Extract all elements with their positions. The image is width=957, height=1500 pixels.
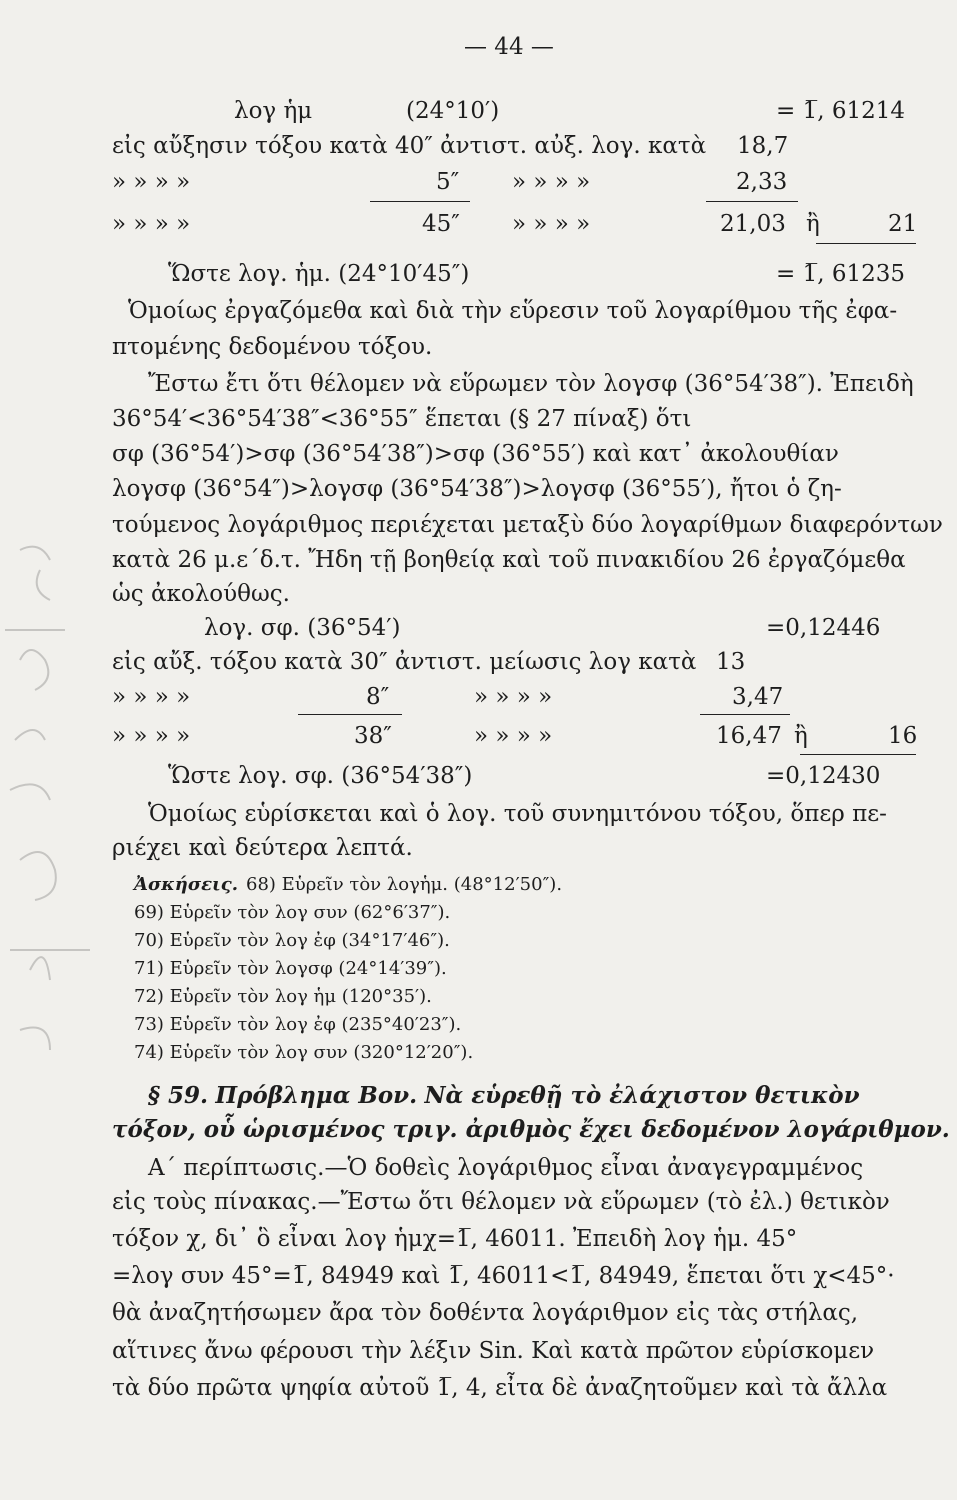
sum-rule (298, 714, 402, 715)
exercises-label: Ἀσκήσεις. (134, 874, 238, 895)
ditto-seconds: 8″ (366, 684, 390, 710)
section-title: τόξον, οὗ ὡρισμένος τριγ. ἀριθμὸς ἔχει δεδομένον λογάριθμον. (112, 1116, 950, 1143)
para-line: τὰ δύο πρῶτα ψηφία αὐτοῦ 1̅, 4, εἶτα δὲ ἀναζητοῦμεν καὶ τὰ ἄλλα (112, 1375, 888, 1401)
exercise-item: 69) Εὑρεῖν τὸν λογ συν (62°6′37″). (134, 902, 451, 923)
para-line: Ὁμοίως εὑρίσκεται καὶ ὁ λογ. τοῦ συνημιτόνου τόξου, ὅπερ πε- (148, 801, 887, 827)
result-rule (816, 243, 916, 244)
result-sf-label: Ὥστε λογ. σφ. (36°54′38″) (168, 763, 473, 789)
rounded-value: 21 (888, 211, 918, 237)
para-line: 36°54′<36°54′38″<36°55″ ἕπεται (§ 27 πίναξ) ὅτι (112, 406, 692, 432)
ditto-quotes: » » » » (512, 169, 591, 195)
result-hm-value: = 1̅, 61235 (776, 261, 906, 287)
section-heading (148, 1082, 860, 1110)
ditto-quotes: » » » » (112, 723, 191, 749)
para-line: εἰς τοὺς πίνακας.—Ἔστω ὅτι θέλομεν νὰ εὕρωμεν (τὸ ἐλ.) θετικὸν (112, 1189, 890, 1215)
ditto-value: 21,03 (720, 211, 786, 237)
para-line: κατὰ 26 μ.ε΄δ.τ. Ἤδη τῇ βοηθείᾳ καὶ τοῦ πινακιδίου 26 ἐργαζόμεθα (112, 547, 906, 573)
ditto-value: 16,47 (716, 723, 782, 749)
ditto-quotes: » » » » (112, 684, 191, 710)
log-hm-arg: (24°10′) (406, 98, 500, 124)
para-line: Α΄ περίπτωσις.—Ὁ δοθεὶς λογάριθμος εἶναι ἀναγεγραμμένος (148, 1155, 864, 1181)
ditto-quotes: » » » » (112, 211, 191, 237)
page-number: — 44 — (464, 34, 554, 60)
exercise-item: 70) Εὑρεῖν τὸν λογ ἐφ (34°17′46″). (134, 930, 450, 951)
pencil-marginalia (0, 530, 120, 1090)
para-line: πτομένης δεδομένου τόξου. (112, 334, 433, 360)
section-title: Νὰ εὑρεθῇ τὸ ἐλάχιστον θετικὸν (424, 1082, 860, 1109)
ditto-value: 2,33 (736, 169, 788, 195)
section-heading-cont (112, 1116, 950, 1144)
ditto-seconds: 5″ (436, 169, 460, 195)
para-line: =λογ συν 45°=1̅, 84949 καὶ 1̅, 46011<1̅, 84949, ἕπεται ὅτι χ<45°· (112, 1263, 895, 1289)
or-word: ἢ (806, 211, 820, 237)
or-word: ἢ (794, 723, 808, 749)
increase-row-text: εἰς αὔξησιν τόξου κατὰ 40″ ἀντιστ. αὐξ. λογ. κατὰ (112, 133, 707, 159)
ditto-quotes: » » » » (474, 684, 553, 710)
para-line: τούμενος λογάριθμος περιέχεται μεταξὺ δύο λογαρίθμων διαφερόντων (112, 512, 943, 538)
result-sf-value: =0,12430 (766, 763, 881, 789)
para-line: αἵτινες ἄνω φέρουσι τὴν λέξιν Sin. Καὶ κατὰ πρῶτον εὑρίσκομεν (112, 1338, 875, 1364)
log-sf-label: λογ. σφ. (36°54′) (204, 615, 401, 641)
log-hm-label: λογ ἡμ (234, 98, 313, 124)
exercise-item: 74) Εὑρεῖν τὸν λογ συν (320°12′20″). (134, 1042, 474, 1063)
exercise-item: 72) Εὑρεῖν τὸν λογ ἡμ (120°35′). (134, 986, 432, 1007)
result-rule (800, 754, 916, 755)
ditto-quotes: » » » » (474, 723, 553, 749)
para-line: Ἔστω ἔτι ὅτι θέλομεν νὰ εὕρωμεν τὸν λογσφ (36°54′38″). Ἐπειδὴ (148, 371, 914, 397)
rounded-value: 16 (888, 723, 918, 749)
exercise-item: 73) Εὑρεῖν τὸν λογ ἐφ (235°40′23″). (134, 1014, 462, 1035)
para-line: Ὁμοίως ἐργαζόμεθα καὶ διὰ τὴν εὕρεσιν τοῦ λογαρίθμου τῆς ἐφα- (128, 298, 898, 324)
para-line: σφ (36°54′)>σφ (36°54′38″)>σφ (36°55′) καὶ κατ᾽ ἀκολουθίαν (112, 441, 839, 467)
exercise-item: 71) Εὑρεῖν τὸν λογσφ (24°14′39″). (134, 958, 447, 979)
decrease-row-text: εἰς αὔξ. τόξου κατὰ 30″ ἀντιστ. μείωσις λογ κατὰ (112, 649, 697, 675)
para-line: θὰ ἀναζητήσωμεν ἄρα τὸν δοθέντα λογάριθμον εἰς τὰς στήλας, (112, 1300, 859, 1326)
para-line: ὡς ἀκολούθως. (112, 581, 290, 607)
para-line: λογσφ (36°54″)>λογσφ (36°54′38″)>λογσφ (36°55′), ἤτοι ὁ ζη- (112, 476, 842, 502)
para-line: ριέχει καὶ δεύτερα λεπτά. (112, 835, 413, 861)
sum-rule (706, 201, 798, 202)
ditto-quotes: » » » » (112, 169, 191, 195)
sum-rule (370, 201, 470, 202)
increase-row-value: 18,7 (737, 133, 789, 159)
para-line: τόξον χ, δι᾽ ὃ εἶναι λογ ἡμχ=1̅, 46011. Ἐπειδὴ λογ ἡμ. 45° (112, 1226, 798, 1252)
result-hm-label: Ὥστε λογ. ἡμ. (24°10′45″) (168, 261, 470, 287)
section-number: § 59. (148, 1082, 209, 1109)
ditto-quotes: » » » » (512, 211, 591, 237)
log-hm-result: = 1̅, 61214 (776, 98, 906, 124)
ditto-value: 3,47 (732, 684, 784, 710)
exercise-item: 68) Εὑρεῖν τὸν λογἡμ. (48°12′50″). (246, 874, 563, 895)
sum-rule (700, 714, 790, 715)
ditto-seconds: 38″ (354, 723, 392, 749)
decrease-row-value: 13 (716, 649, 746, 675)
ditto-seconds: 45″ (422, 211, 460, 237)
section-label: Πρόβλημα Βον. (215, 1082, 418, 1109)
log-sf-value: =0,12446 (766, 615, 881, 641)
